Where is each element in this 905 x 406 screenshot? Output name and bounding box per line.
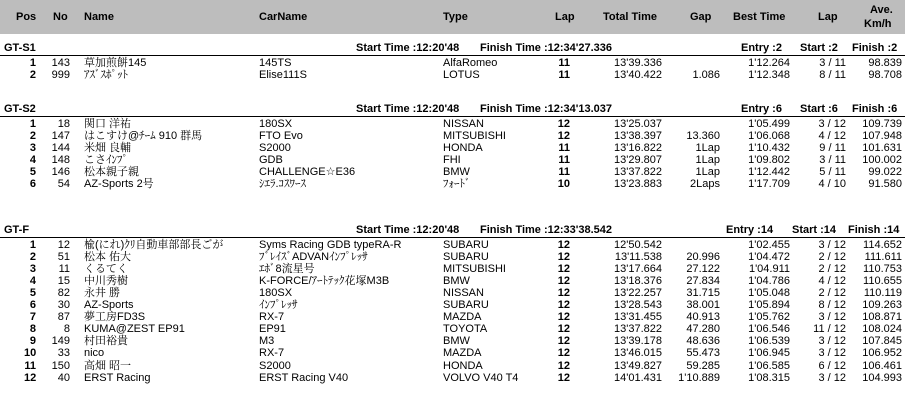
header-type: Type (443, 11, 468, 23)
table-row (0, 360, 905, 372)
cell-lap: 12 (557, 359, 570, 372)
finish-time: Finish Time :12:33'38.542 (480, 224, 613, 236)
cell-car: EP91 (259, 323, 286, 336)
cell-ave: 108.024 (862, 323, 902, 336)
cell-no: 15 (57, 275, 70, 288)
header-lap: Lap (555, 11, 575, 23)
cell-name: くるてく (84, 263, 128, 276)
cell-gap: 20.996 (686, 251, 720, 264)
cell-name: ｱｽﾞｽﾎﾟｯﾄ (84, 69, 128, 82)
cell-lap: 12 (557, 335, 570, 348)
cell-no: 82 (57, 287, 70, 300)
cell-gap: 1'10.889 (678, 371, 720, 384)
table-row (0, 154, 905, 166)
cell-ave: 100.002 (862, 154, 902, 167)
cell-lap: 12 (557, 323, 570, 336)
cell-bestlap: 8 / 11 (819, 69, 846, 82)
cell-best: 1'06.585 (748, 359, 790, 372)
table-row (0, 57, 905, 69)
table-row (0, 311, 905, 323)
header-carname: CarName (259, 11, 308, 23)
cell-name: 高畑 昭一 (84, 359, 132, 372)
cell-car: RX-7 (259, 347, 285, 360)
header-pos: Pos (16, 11, 37, 23)
cell-bestlap: 5 / 11 (819, 166, 846, 179)
cell-type: NISSAN (443, 118, 484, 130)
cell-bestlap: 2 / 12 (818, 263, 846, 276)
finish-time: Finish Time :12:34'13.037 (480, 103, 613, 115)
cell-pos: 6 (29, 299, 36, 312)
table-row (0, 323, 905, 335)
finish-count: Finish :14 (848, 224, 900, 236)
cell-lap: 12 (557, 263, 570, 276)
finish-time: Finish Time :12:34'27.336 (480, 42, 613, 54)
cell-total: 13'39.178 (614, 335, 662, 348)
entry-count: Entry :2 (741, 42, 782, 54)
cell-pos: 6 (29, 178, 36, 191)
cell-pos: 3 (29, 263, 36, 276)
cell-type: SUBARU (443, 299, 489, 312)
cell-lap: 12 (557, 299, 570, 312)
header-best-time: Best Time (733, 11, 786, 23)
cell-pos: 3 (29, 142, 36, 155)
cell-ave: 91.580 (868, 178, 902, 191)
cell-lap: 11 (558, 166, 570, 179)
cell-car: ﾌﾞﾚｲｽﾞADVANｲﾝﾌﾟﾚｯｻ (259, 251, 368, 264)
class-label: GT-S2 (4, 103, 36, 115)
cell-total: 13'22.257 (614, 287, 662, 300)
cell-bestlap: 3 / 11 (819, 154, 846, 167)
cell-ave: 106.461 (862, 359, 902, 372)
cell-ave: 110.655 (863, 275, 902, 288)
cell-total: 13'38.397 (614, 130, 662, 143)
cell-lap: 11 (558, 57, 570, 69)
cell-pos: 1 (29, 57, 36, 69)
cell-type: FHI (443, 154, 461, 167)
cell-gap: 59.285 (686, 359, 720, 372)
cell-name: 村田裕貴 (84, 335, 128, 348)
cell-best: 1'12.348 (748, 69, 790, 82)
cell-lap: 12 (557, 275, 570, 288)
cell-bestlap: 3 / 12 (818, 335, 846, 348)
cell-name: 松本 佑大 (84, 251, 132, 264)
cell-best: 1'17.709 (748, 178, 790, 191)
header-average-speed: Ave. (870, 4, 893, 16)
cell-type: BMW (443, 335, 470, 348)
cell-bestlap: 6 / 12 (818, 359, 846, 372)
cell-type: TOYOTA (443, 323, 488, 336)
cell-bestlap: 3 / 12 (818, 118, 846, 130)
table-row (0, 130, 905, 142)
cell-gap: 13.360 (686, 130, 720, 143)
header-name: Name (84, 11, 114, 23)
cell-best: 1'04.786 (748, 275, 790, 288)
table-row (0, 299, 905, 311)
cell-lap: 11 (558, 69, 570, 82)
table-row (0, 347, 905, 359)
cell-total: 13'18.376 (614, 275, 662, 288)
cell-lap: 10 (557, 178, 570, 191)
cell-ave: 104.993 (862, 371, 902, 384)
cell-car: ERST Racing V40 (259, 371, 349, 384)
header-speed-unit: Km/h (864, 18, 892, 30)
cell-name: 草加煎餅145 (84, 57, 147, 69)
cell-total: 13'46.015 (614, 347, 662, 360)
cell-type: BMW (443, 166, 470, 179)
cell-total: 12'50.542 (614, 239, 662, 251)
start-time: Start Time :12:20'48 (356, 224, 460, 236)
cell-gap: 27.122 (686, 263, 720, 276)
class-label: GT-S1 (4, 42, 36, 54)
cell-gap: 47.280 (686, 323, 720, 336)
cell-name: 中川秀樹 (84, 275, 128, 288)
cell-car: Syms Racing GDB typeRA-R (259, 239, 402, 251)
cell-car: FTO Evo (259, 130, 303, 143)
section-divider (0, 55, 905, 56)
cell-type: LOTUS (443, 69, 480, 82)
cell-name: 永井 勝 (84, 287, 121, 300)
cell-best: 1'05.894 (748, 299, 790, 312)
cell-ave: 101.631 (862, 142, 902, 155)
cell-type: MITSUBISHI (443, 263, 506, 276)
cell-type: VOLVO V40 T4 (443, 371, 519, 384)
cell-total: 13'31.455 (614, 311, 662, 324)
cell-pos: 7 (29, 311, 36, 324)
start-time: Start Time :12:20'48 (356, 103, 460, 115)
table-row (0, 335, 905, 347)
cell-lap: 12 (557, 371, 570, 384)
cell-bestlap: 9 / 11 (819, 142, 846, 155)
cell-name: 夢工房FD3S (84, 311, 146, 324)
cell-type: HONDA (443, 142, 483, 155)
cell-name: 関口 洋祐 (84, 118, 132, 130)
cell-name: KUMA@ZEST EP91 (84, 323, 185, 336)
cell-pos: 1 (29, 239, 36, 251)
cell-pos: 10 (24, 347, 37, 360)
table-row (0, 287, 905, 299)
cell-type: HONDA (443, 359, 483, 372)
cell-car: 180SX (259, 287, 293, 300)
cell-no: 150 (51, 359, 70, 372)
cell-gap: 1Lap (695, 142, 720, 155)
cell-bestlap: 3 / 11 (819, 57, 846, 69)
cell-total: 13'16.822 (614, 142, 662, 155)
cell-ave: 109.739 (862, 118, 902, 130)
cell-name: はこすけ@ﾁｰﾑ 910 群馬 (84, 130, 203, 143)
cell-best: 1'08.315 (748, 371, 790, 384)
cell-bestlap: 4 / 12 (818, 130, 846, 143)
cell-no: 148 (51, 154, 70, 167)
cell-type: SUBARU (443, 239, 489, 251)
cell-name: 楡(にれ)ｸﾘ自動車部部長ごが (84, 239, 224, 251)
cell-bestlap: 3 / 12 (818, 347, 846, 360)
cell-car: S2000 (259, 359, 291, 372)
cell-no: 149 (51, 335, 70, 348)
start-count: Start :2 (800, 42, 838, 54)
cell-total: 13'37.822 (614, 323, 662, 336)
cell-best: 1'10.432 (748, 142, 790, 155)
cell-bestlap: 3 / 12 (818, 371, 846, 384)
cell-bestlap: 11 / 12 (813, 323, 846, 336)
cell-lap: 12 (557, 118, 570, 130)
cell-ave: 109.263 (862, 299, 902, 312)
cell-gap: 31.715 (686, 287, 720, 300)
cell-ave: 98.839 (868, 57, 902, 69)
header-gap: Gap (690, 11, 712, 23)
cell-lap: 12 (557, 287, 570, 300)
cell-gap: 38.001 (686, 299, 720, 312)
table-row (0, 251, 905, 263)
table-row (0, 263, 905, 275)
cell-car: 180SX (259, 118, 293, 130)
cell-best: 1'04.911 (748, 263, 790, 276)
cell-no: 54 (57, 178, 70, 191)
cell-lap: 12 (557, 251, 570, 264)
cell-total: 13'17.664 (614, 263, 662, 276)
table-row (0, 372, 905, 384)
cell-name: AZ-Sports 2号 (84, 178, 154, 191)
cell-bestlap: 8 / 12 (818, 299, 846, 312)
cell-ave: 110.753 (863, 263, 902, 276)
table-row (0, 142, 905, 154)
cell-ave: 99.022 (868, 166, 902, 179)
cell-pos: 5 (29, 166, 36, 179)
cell-car: ｲﾝﾌﾟﾚｯｻ (259, 299, 298, 312)
table-row (0, 166, 905, 178)
cell-gap: 48.636 (686, 335, 720, 348)
cell-car: S2000 (259, 142, 291, 155)
header-no: No (53, 11, 68, 23)
cell-best: 1'05.499 (748, 118, 790, 130)
cell-type: MITSUBISHI (443, 130, 506, 143)
cell-lap: 12 (557, 130, 570, 143)
cell-gap: 1Lap (695, 166, 720, 179)
cell-no: 40 (57, 371, 70, 384)
cell-total: 13'11.538 (614, 251, 662, 264)
cell-total: 13'39.336 (614, 57, 662, 69)
cell-car: M3 (259, 335, 275, 348)
cell-best: 1'04.472 (748, 251, 790, 264)
cell-car: CHALLENGE☆E36 (259, 166, 356, 179)
cell-gap: 1Lap (695, 154, 720, 167)
cell-ave: 106.952 (862, 347, 902, 360)
cell-name: 松本親子親 (84, 166, 139, 179)
cell-type: ﾌｫｰﾄﾞ (443, 178, 471, 191)
cell-ave: 111.611 (864, 251, 902, 264)
cell-no: 51 (57, 251, 70, 264)
cell-best: 1'06.539 (748, 335, 790, 348)
cell-ave: 114.652 (863, 239, 902, 251)
cell-bestlap: 4 / 12 (818, 275, 846, 288)
cell-pos: 5 (29, 287, 36, 300)
class-label: GT-F (4, 224, 30, 236)
column-header-bar (0, 0, 905, 34)
cell-ave: 110.119 (863, 287, 902, 300)
cell-car: RX-7 (259, 311, 285, 324)
cell-best: 1'06.068 (748, 130, 790, 143)
table-row (0, 69, 905, 81)
cell-type: MAZDA (443, 311, 482, 324)
cell-pos: 4 (29, 275, 36, 288)
section-divider (0, 116, 905, 117)
cell-gap: 27.834 (686, 275, 720, 288)
cell-total: 13'49.827 (614, 359, 662, 372)
cell-pos: 12 (24, 371, 37, 384)
cell-type: BMW (443, 275, 470, 288)
cell-type: SUBARU (443, 251, 489, 264)
cell-pos: 2 (29, 130, 36, 143)
cell-no: 8 (63, 323, 70, 336)
cell-best: 1'06.546 (748, 323, 790, 336)
cell-car: ｼｴﾗ.ｺｽﾜｰｽ (259, 178, 307, 191)
cell-car: Elise111S (259, 69, 307, 82)
cell-lap: 11 (558, 142, 570, 155)
finish-count: Finish :6 (852, 103, 898, 115)
cell-no: 999 (51, 69, 70, 82)
cell-no: 11 (58, 263, 70, 276)
cell-name: こさｲﾝﾌﾟ (84, 154, 128, 167)
cell-lap: 12 (557, 347, 570, 360)
cell-bestlap: 3 / 12 (818, 311, 846, 324)
entry-count: Entry :14 (726, 224, 774, 236)
header-best-lap: Lap (818, 11, 838, 23)
cell-name: ERST Racing (84, 371, 151, 384)
cell-lap: 11 (558, 154, 570, 167)
cell-total: 13'29.807 (614, 154, 662, 167)
start-count: Start :6 (800, 103, 838, 115)
cell-best: 1'05.762 (748, 311, 790, 324)
cell-car: ｴﾎﾞ8流星号 (259, 263, 315, 276)
start-count: Start :14 (792, 224, 837, 236)
entry-count: Entry :6 (741, 103, 782, 115)
cell-lap: 12 (557, 239, 570, 251)
cell-bestlap: 3 / 12 (818, 239, 846, 251)
cell-gap: 40.913 (686, 311, 720, 324)
cell-bestlap: 2 / 12 (818, 287, 846, 300)
cell-car: K-FORCE/ｱｰﾄﾃｯｸ花塚M3B (259, 275, 390, 288)
cell-gap: 2Laps (690, 178, 720, 191)
cell-no: 143 (51, 57, 70, 69)
cell-type: MAZDA (443, 347, 482, 360)
cell-no: 33 (57, 347, 70, 360)
cell-car: 145TS (259, 57, 292, 69)
cell-ave: 98.708 (868, 69, 902, 82)
cell-type: NISSAN (443, 287, 484, 300)
cell-no: 12 (57, 239, 70, 251)
header-total-time: Total Time (603, 11, 657, 23)
cell-pos: 8 (29, 323, 36, 336)
table-row (0, 239, 905, 251)
cell-pos: 9 (29, 335, 36, 348)
cell-no: 144 (51, 142, 70, 155)
cell-ave: 107.845 (862, 335, 902, 348)
finish-count: Finish :2 (852, 42, 898, 54)
cell-ave: 108.871 (862, 311, 902, 324)
cell-best: 1'09.802 (748, 154, 790, 167)
cell-name: AZ-Sports (84, 299, 134, 312)
cell-total: 13'23.883 (614, 178, 662, 191)
cell-pos: 4 (29, 154, 36, 167)
cell-no: 30 (57, 299, 70, 312)
section-divider (0, 237, 905, 238)
cell-best: 1'12.264 (748, 57, 790, 69)
cell-pos: 2 (29, 69, 36, 82)
cell-type: AlfaRomeo (443, 57, 498, 69)
cell-pos: 2 (29, 251, 36, 264)
cell-best: 1'02.455 (748, 239, 790, 251)
cell-total: 13'40.422 (614, 69, 662, 82)
start-time: Start Time :12:20'48 (356, 42, 460, 54)
cell-pos: 1 (29, 118, 36, 130)
cell-no: 146 (51, 166, 70, 179)
table-row (0, 275, 905, 287)
cell-best: 1'05.048 (748, 287, 790, 300)
cell-total: 13'25.037 (614, 118, 662, 130)
cell-no: 18 (57, 118, 70, 130)
cell-pos: 11 (24, 359, 36, 372)
cell-ave: 107.948 (862, 130, 902, 143)
cell-car: GDB (259, 154, 283, 167)
cell-total: 13'28.543 (614, 299, 662, 312)
cell-gap: 55.473 (686, 347, 720, 360)
cell-no: 87 (57, 311, 70, 324)
cell-lap: 12 (557, 311, 570, 324)
cell-name: nico (84, 347, 105, 360)
table-row (0, 178, 905, 190)
cell-bestlap: 2 / 12 (818, 251, 846, 264)
cell-total: 14'01.431 (614, 371, 662, 384)
cell-best: 1'12.442 (748, 166, 790, 179)
cell-no: 147 (51, 130, 70, 143)
cell-total: 13'37.822 (614, 166, 662, 179)
cell-best: 1'06.945 (748, 347, 790, 360)
table-row (0, 118, 905, 130)
cell-gap: 1.086 (692, 69, 720, 82)
cell-bestlap: 4 / 10 (818, 178, 846, 191)
cell-name: 米畑 良輔 (84, 142, 132, 155)
